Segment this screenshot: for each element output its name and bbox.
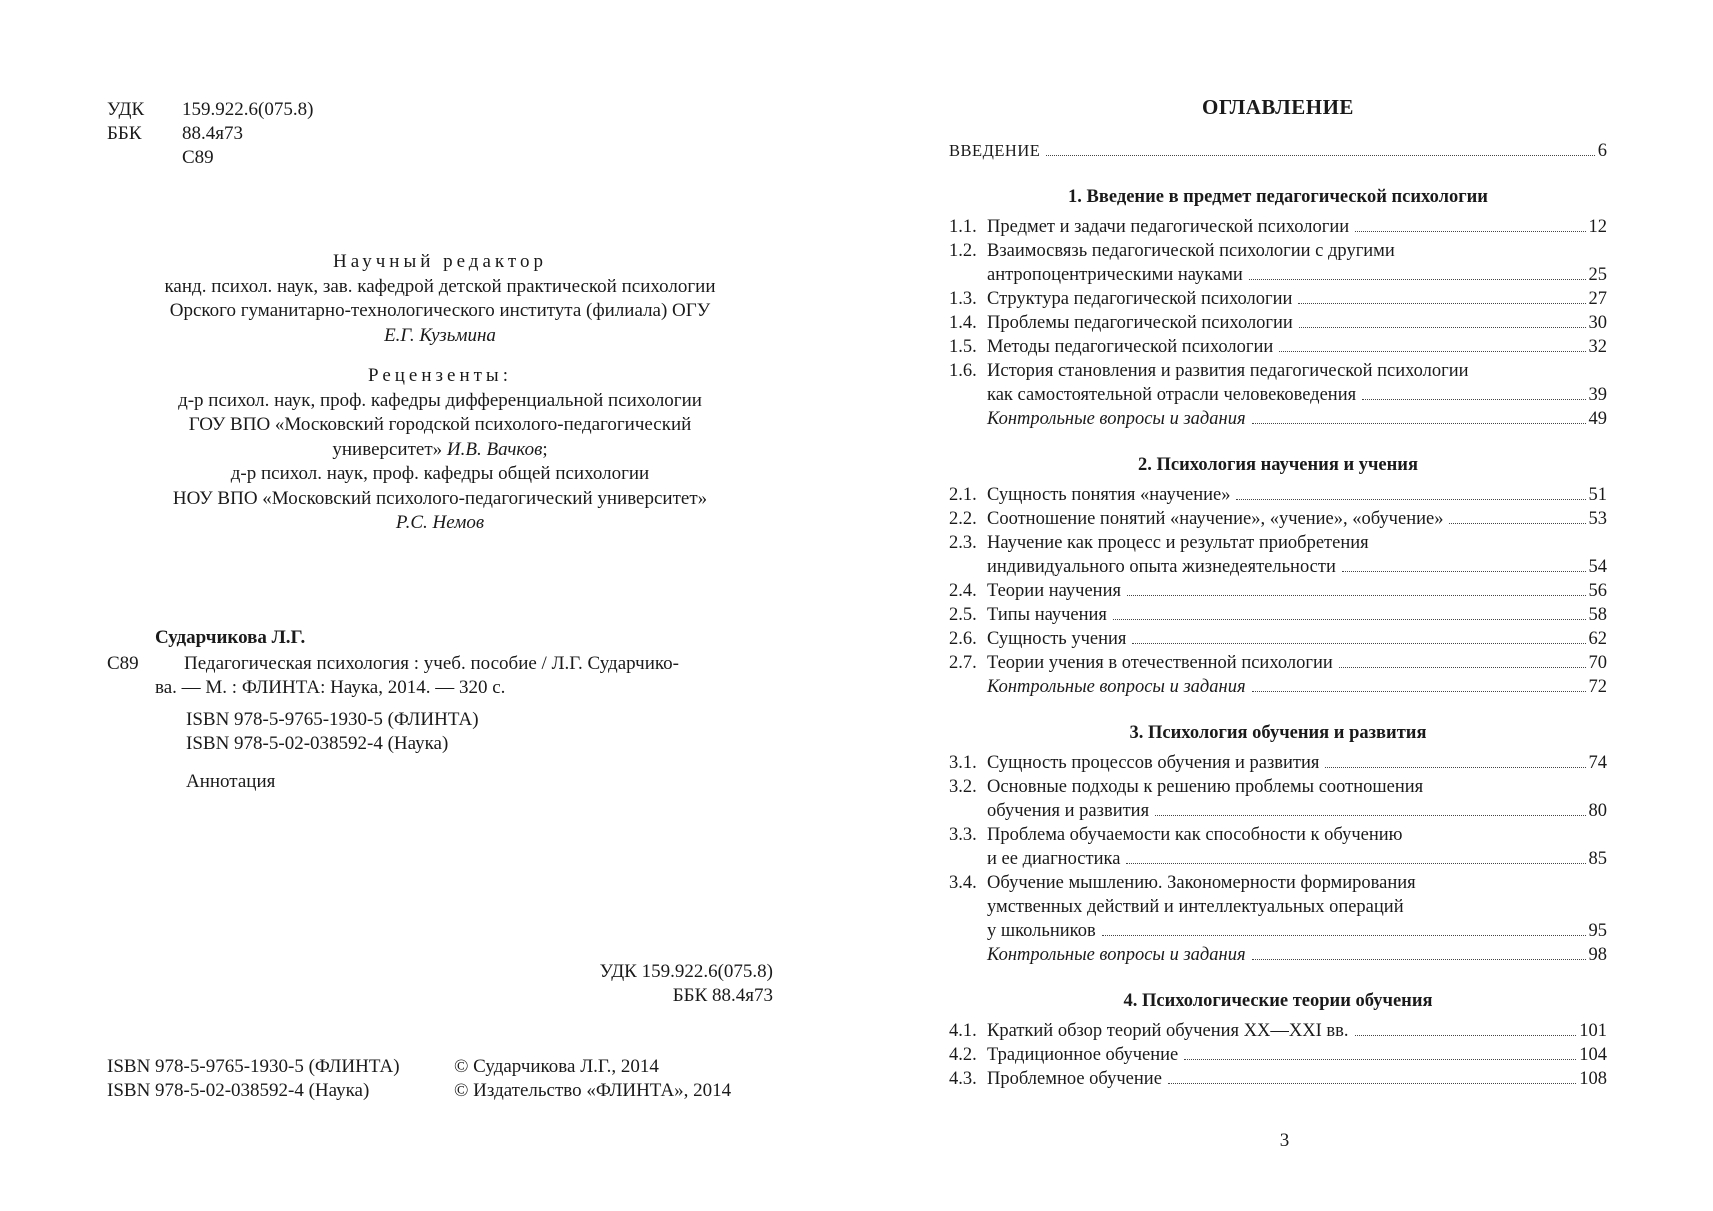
toc-item-number: 1.5. <box>949 337 977 357</box>
toc-item-final-line <box>949 383 1607 407</box>
toc-item[interactable] <box>949 579 1607 603</box>
toc-item-page: 62 <box>1588 629 1607 649</box>
toc-questions-title: Контрольные вопросы и задания <box>987 677 1246 697</box>
reviewer2-line-2: НОУ ВПО «Московский психолого-педагогический университет» <box>172 487 708 509</box>
toc-item-line <box>949 823 1607 847</box>
toc-item-number: 2.7. <box>949 653 977 673</box>
toc-intro-page: 6 <box>1597 141 1607 161</box>
toc-item-final-line <box>949 847 1607 871</box>
toc-item-line <box>949 239 1607 263</box>
credits-block <box>107 250 773 536</box>
toc-leader <box>1252 423 1586 424</box>
toc-questions-title: Контрольные вопросы и задания <box>987 945 1246 965</box>
toc-item-number: 2.5. <box>949 605 977 625</box>
toc-item-page: 39 <box>1588 385 1607 405</box>
toc-item-title: Теории научения <box>987 581 1121 601</box>
toc-item-final-line <box>949 507 1607 531</box>
toc-item-number: 2.6. <box>949 629 977 649</box>
toc-item-final-line <box>949 1019 1607 1043</box>
bottom-isbn-2: ISBN 978-5-02-038592-4 (Наука) <box>107 1080 370 1101</box>
toc-item-title-line: умственных действий и интеллектуальных операций <box>987 897 1404 917</box>
toc-item-final-line <box>949 287 1607 311</box>
toc-leader <box>1184 1059 1576 1060</box>
toc-leader <box>1362 399 1585 400</box>
toc-item-page: 101 <box>1579 1021 1607 1041</box>
toc-item-line <box>949 359 1607 383</box>
toc-item-page: 80 <box>1588 801 1607 821</box>
reviewer1-suffix: ; <box>542 438 548 460</box>
toc-item-final-line <box>949 311 1607 335</box>
toc-item-number: 4.1. <box>949 1021 977 1041</box>
bibliographic-record <box>107 626 773 794</box>
toc-item-page: 56 <box>1588 581 1607 601</box>
toc-item-page: 27 <box>1588 289 1607 309</box>
toc-leader <box>1132 643 1585 644</box>
toc-item-final-line <box>949 335 1607 359</box>
toc-item-title: Сущность учения <box>987 629 1127 649</box>
toc-leader <box>1355 231 1585 232</box>
toc-item-title: и ее диагностика <box>987 849 1121 869</box>
toc-item-title: Традиционное обучение <box>987 1045 1179 1065</box>
reviewer2-line-1: д-р психол. наук, проф. кафедры общей психологии <box>230 463 650 484</box>
toc-item-number: 2.4. <box>949 581 977 601</box>
toc-control-questions[interactable] <box>949 675 1607 699</box>
page-number: 3 <box>1279 1130 1290 1151</box>
toc-leader <box>1252 691 1586 692</box>
toc-item[interactable] <box>949 823 1607 871</box>
toc-item-line <box>949 775 1607 799</box>
toc-item-line <box>949 531 1607 555</box>
udk-label: УДК <box>107 99 145 120</box>
toc-item-page: 70 <box>1588 653 1607 673</box>
left-page <box>0 0 856 1211</box>
toc-item[interactable] <box>949 359 1607 407</box>
toc-item-line <box>949 895 1607 919</box>
toc-item[interactable] <box>949 239 1607 287</box>
isbn-copyright-row-2 <box>107 1079 731 1103</box>
toc-leader <box>1236 499 1585 500</box>
toc-item-page: 85 <box>1588 849 1607 869</box>
reviewer1-line-3 <box>107 438 773 463</box>
toc-item-page: 30 <box>1588 313 1607 333</box>
toc-item-number: 1.2. <box>949 241 977 261</box>
toc-leader <box>1126 863 1585 864</box>
toc-item-number: 2.2. <box>949 509 977 529</box>
toc-leader <box>1113 619 1586 620</box>
toc-item-page: 32 <box>1588 337 1607 357</box>
toc-control-questions[interactable] <box>949 407 1607 431</box>
bbk-row <box>107 122 313 146</box>
reviewer1-org-end: университет» <box>332 438 443 460</box>
toc-item[interactable] <box>949 775 1607 823</box>
toc-section-heading: 1. Введение в предмет педагогической психологии <box>1068 187 1488 207</box>
toc-item-final-line <box>949 555 1607 579</box>
toc-item-final-line <box>949 751 1607 775</box>
toc-item-title: Сущность процессов обучения и развития <box>987 753 1320 773</box>
toc-item[interactable] <box>949 603 1607 627</box>
toc-item[interactable] <box>949 531 1607 579</box>
toc-item-title: Предмет и задачи педагогической психологии <box>987 217 1350 237</box>
toc-item-number: 2.3. <box>949 533 977 553</box>
isbn-flinta: ISBN 978-5-9765-1930-5 (ФЛИНТА) <box>186 709 479 730</box>
toc-item-final-line <box>949 1043 1607 1067</box>
toc-leader <box>1325 767 1585 768</box>
toc-item-title-line: История становления и развития педагогической психологии <box>987 361 1469 381</box>
toc-item-final-line <box>949 651 1607 675</box>
udk-right: УДК 159.922.6(075.8) <box>599 961 773 982</box>
toc-item[interactable] <box>949 751 1607 775</box>
toc-questions-page: 98 <box>1588 945 1607 965</box>
toc-item-title: Теории учения в отечественной психологии <box>987 653 1333 673</box>
toc-leader <box>1127 595 1586 596</box>
toc-leader <box>1339 667 1586 668</box>
toc-leader <box>1298 303 1585 304</box>
toc-item-title: антропоцентрическими науками <box>987 265 1243 285</box>
udk-value: 159.922.6(075.8) <box>182 99 314 120</box>
author-mark <box>107 146 313 170</box>
toc-item-final-line <box>949 799 1607 823</box>
toc-item-final-line <box>949 627 1607 651</box>
toc-item-title: Краткий обзор теорий обучения XX—XXI вв. <box>987 1021 1349 1041</box>
toc-item-number: 3.2. <box>949 777 977 797</box>
toc-item[interactable] <box>949 483 1607 507</box>
classification-right <box>107 960 773 1008</box>
toc-leader <box>1155 815 1585 816</box>
toc-item-title-line: Взаимосвязь педагогической психологии с другими <box>987 241 1395 261</box>
toc-item-page: 104 <box>1579 1045 1607 1065</box>
bbk-value: 88.4я73 <box>182 123 243 144</box>
toc-item-number: 4.3. <box>949 1069 977 1089</box>
toc-item-number: 3.4. <box>949 873 977 893</box>
toc-item-final-line <box>949 263 1607 287</box>
table-of-contents <box>949 95 1607 1091</box>
toc-item[interactable] <box>949 215 1607 239</box>
toc-item-page: 54 <box>1588 557 1607 577</box>
toc-questions-page: 72 <box>1588 677 1607 697</box>
toc-item-final-line <box>949 603 1607 627</box>
toc-item-page: 74 <box>1588 753 1607 773</box>
reviewer1-name: И.В. Вачков <box>446 438 543 460</box>
toc-item-final-line <box>949 579 1607 603</box>
bib-line-2: ва. — М. : ФЛИНТА: Наука, 2014. — 320 с. <box>155 677 506 698</box>
toc-item-title: обучения и развития <box>987 801 1150 821</box>
toc-item-title: Сущность понятия «научение» <box>987 485 1231 505</box>
toc-item-title: Соотношение понятий «научение», «учение», «обучение» <box>987 509 1444 529</box>
toc-item[interactable] <box>949 507 1607 531</box>
toc-item-page: 12 <box>1588 217 1607 237</box>
toc-item-number: 2.1. <box>949 485 977 505</box>
toc-item-page: 53 <box>1588 509 1607 529</box>
toc-item[interactable] <box>949 651 1607 675</box>
toc-item-number: 1.6. <box>949 361 977 381</box>
toc-leader <box>1449 523 1585 524</box>
toc-item[interactable] <box>949 1043 1607 1067</box>
toc-leader <box>1046 155 1594 156</box>
toc-leader <box>1279 351 1585 352</box>
toc-item-title-line: Обучение мышлению. Закономерности формирования <box>987 873 1416 893</box>
reviewer2-name: Р.С. Немов <box>395 512 485 533</box>
classification-block <box>107 98 313 170</box>
toc-sections <box>949 185 1607 1091</box>
toc-item-title-line: Основные подходы к решению проблемы соотношения <box>987 777 1424 797</box>
toc-intro[interactable] <box>949 139 1607 163</box>
bib-line-1: Педагогическая психология : учеб. пособие / Л.Г. Сударчико- <box>184 653 680 674</box>
toc-item-title: Проблемы педагогической психологии <box>987 313 1293 333</box>
toc-item-title-line: Научение как процесс и результат приобретения <box>987 533 1369 553</box>
udk-row <box>107 98 313 122</box>
editor-name: Е.Г. Кузьмина <box>384 324 496 346</box>
copyright-2: © Издательство «ФЛИНТА», 2014 <box>454 1080 732 1101</box>
toc-item-number: 4.2. <box>949 1045 977 1065</box>
editor-line-1: канд. психол. наук, зав. кафедрой детской практической психологии <box>164 275 716 297</box>
toc-item-title: Проблемное обучение <box>987 1069 1162 1089</box>
toc-title: ОГЛАВЛЕНИЕ <box>1202 95 1354 119</box>
reviewer1-line-2: ГОУ ВПО «Московский городской психолого-педагогический <box>188 414 692 435</box>
reviewer1-line-1: д-р психол. наук, проф. кафедры дифференциальной психологии <box>178 389 702 411</box>
copyright-1: © Сударчикова Л.Г., 2014 <box>454 1056 659 1077</box>
toc-item-final-line <box>949 919 1607 943</box>
toc-questions-page: 49 <box>1588 409 1607 429</box>
bottom-isbn-1: ISBN 978-5-9765-1930-5 (ФЛИНТА) <box>107 1056 400 1077</box>
toc-item-page: 95 <box>1588 921 1607 941</box>
author-mark-text: С89 <box>182 147 214 168</box>
toc-item-number: 1.4. <box>949 313 977 333</box>
toc-item[interactable] <box>949 335 1607 359</box>
toc-item[interactable] <box>949 871 1607 943</box>
toc-item-final-line <box>949 483 1607 507</box>
toc-item-number: 1.1. <box>949 217 977 237</box>
editor-line-2: Орского гуманитарно-технологического института (филиала) ОГУ <box>169 300 711 321</box>
toc-section-heading: 2. Психология научения и учения <box>1138 455 1418 475</box>
toc-item-title: Структура педагогической психологии <box>987 289 1293 309</box>
toc-item-number: 1.3. <box>949 289 977 309</box>
reviewers-heading: Рецензенты: <box>368 365 512 386</box>
toc-item-line <box>949 871 1607 895</box>
bib-code: С89 <box>107 653 139 674</box>
toc-leader <box>1355 1035 1577 1036</box>
bbk-right: ББК 88.4я73 <box>672 985 773 1006</box>
toc-item-title: у школьников <box>987 921 1096 941</box>
editor-heading: Научный редактор <box>333 251 547 272</box>
toc-item-title: Типы научения <box>987 605 1107 625</box>
toc-item[interactable] <box>949 287 1607 311</box>
toc-item-number <box>949 895 987 919</box>
toc-intro-title: ВВЕДЕНИЕ <box>949 141 1041 160</box>
toc-leader <box>1249 279 1586 280</box>
toc-item-final-line <box>949 1067 1607 1091</box>
toc-questions-title: Контрольные вопросы и задания <box>987 409 1246 429</box>
toc-item[interactable] <box>949 311 1607 335</box>
toc-section-heading: 3. Психология обучения и развития <box>1129 723 1427 743</box>
toc-item-title: индивидуального опыта жизнедеятельности <box>987 557 1336 577</box>
toc-item[interactable] <box>949 1019 1607 1043</box>
author-name: Сударчикова Л.Г. <box>155 627 306 648</box>
bbk-label: ББК <box>107 123 142 144</box>
toc-control-questions[interactable] <box>949 943 1607 967</box>
annotation: Аннотация <box>186 771 276 792</box>
toc-item-final-line <box>949 215 1607 239</box>
toc-leader <box>1342 571 1586 572</box>
toc-leader <box>1168 1083 1576 1084</box>
isbn-copyright-row-1 <box>107 1055 731 1079</box>
toc-item-title: как самостоятельной отрасли человековедения <box>987 385 1357 405</box>
right-page <box>856 0 1713 1211</box>
toc-item-page: 25 <box>1588 265 1607 285</box>
toc-item-title-line: Проблема обучаемости как способности к обучению <box>987 825 1403 845</box>
bib-row <box>107 652 773 676</box>
toc-item[interactable] <box>949 627 1607 651</box>
toc-section-heading: 4. Психологические теории обучения <box>1123 991 1433 1011</box>
toc-item-page: 108 <box>1579 1069 1607 1089</box>
toc-item-number: 3.3. <box>949 825 977 845</box>
toc-item[interactable] <box>949 1067 1607 1091</box>
toc-item-number: 3.1. <box>949 753 977 773</box>
toc-leader <box>1299 327 1586 328</box>
isbn-copyright-block <box>107 1055 731 1103</box>
toc-item-page: 51 <box>1588 485 1607 505</box>
toc-leader <box>1252 959 1586 960</box>
toc-item-page: 58 <box>1588 605 1607 625</box>
toc-leader <box>1102 935 1586 936</box>
toc-item-title: Методы педагогической психологии <box>987 337 1274 357</box>
isbn-nauka: ISBN 978-5-02-038592-4 (Наука) <box>186 733 449 754</box>
